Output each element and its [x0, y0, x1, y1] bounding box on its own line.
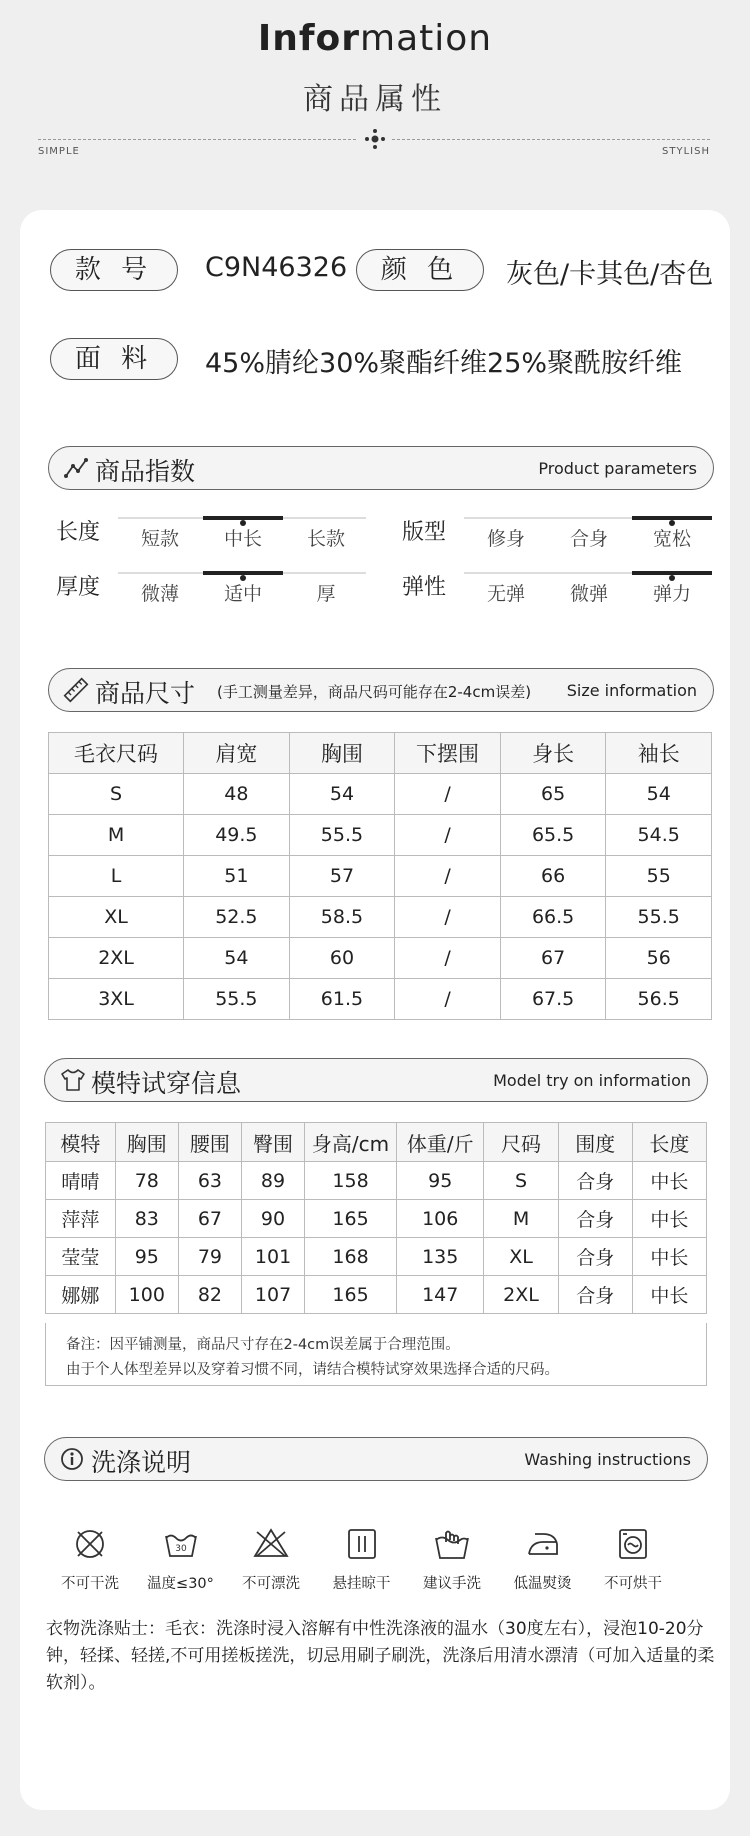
divider-line: [392, 139, 710, 140]
page-title-cn: 商品属性: [303, 82, 447, 117]
index-option: 适中: [223, 583, 262, 605]
wash-label: 不可漂洗: [242, 1576, 300, 1592]
wash-label: 低温熨烫: [513, 1576, 572, 1592]
table-header-cell: 胸围: [289, 733, 395, 774]
page-title-en: Information: [257, 18, 493, 59]
table-cell: 60: [289, 938, 395, 979]
wash-label: 不可干洗: [61, 1576, 119, 1592]
trend-line-icon: [63, 455, 89, 481]
wash-label: 不可烘干: [604, 1576, 662, 1592]
section-title: 洗涤说明: [91, 1448, 192, 1477]
table-cell: 135: [396, 1238, 483, 1276]
table-header-cell: 肩宽: [184, 733, 290, 774]
table-row: [49, 774, 712, 815]
no-bleach-icon: [251, 1524, 291, 1564]
index-option: 微薄: [140, 583, 179, 605]
index-selected-dot: [240, 520, 246, 526]
wash-label: 悬挂晾干: [332, 1576, 391, 1592]
table-cell: 55.5: [606, 897, 712, 938]
wash-item: [498, 1524, 588, 1593]
tshirt-icon: [59, 1067, 87, 1093]
table-cell: 168: [305, 1238, 397, 1276]
table-cell: 48: [184, 774, 290, 815]
section-header-model: [44, 1058, 708, 1102]
index-option: 宽松: [652, 528, 691, 550]
color-value: 灰色/卡其色/杏色: [506, 259, 714, 290]
wash-item: [45, 1524, 135, 1593]
index-option: 合身: [569, 528, 608, 550]
table-cell: 2XL: [49, 938, 184, 979]
section-subtitle: Size information: [566, 681, 697, 700]
section-note: (手工测量差异，商品尺码可能存在2-4cm误差): [217, 683, 532, 701]
table-cell: 78: [115, 1162, 178, 1200]
table-row: [49, 979, 712, 1020]
table-cell: /: [395, 856, 501, 897]
index-option: 厚: [316, 583, 336, 605]
wash-item: [136, 1524, 226, 1593]
table-header-cell: 长度: [632, 1123, 706, 1162]
table-cell: XL: [484, 1238, 558, 1276]
index-option: 中长: [223, 528, 262, 550]
table-cell: 中长: [632, 1238, 706, 1276]
table-header-cell: 身长: [500, 733, 606, 774]
index-selected-dot: [669, 520, 675, 526]
index-label: 版型: [402, 520, 447, 545]
table-row: [46, 1238, 707, 1276]
section-subtitle: Model try on information: [493, 1071, 691, 1090]
wash-tips: 衣物洗涤贴士：毛衣：洗涤时浸入溶解有中性洗涤液的温水（30度左右），浸泡10-20分钟，轻揉、轻搓,不可用搓板搓洗，切忌用刷子刷洗，洗涤后用清水漂清（可加入适量的柔软剂）。: [46, 1619, 715, 1693]
hand-wash-icon: [432, 1524, 472, 1564]
table-cell: 66.5: [500, 897, 606, 938]
style-no-label: 款 号: [50, 249, 178, 291]
table-cell: 晴晴: [46, 1162, 116, 1200]
table-row: [46, 1200, 707, 1238]
table-row: [49, 897, 712, 938]
color-label: 颜 色: [356, 249, 484, 291]
table-cell: 95: [115, 1238, 178, 1276]
table-row: [49, 856, 712, 897]
table-row: [49, 815, 712, 856]
label-stylish: STYLISH: [662, 146, 710, 157]
index-option: 弹力: [652, 583, 691, 605]
table-cell: 165: [305, 1276, 397, 1314]
model-table: [45, 1122, 707, 1314]
hang-dry-icon: [342, 1524, 382, 1564]
table-cell: 合身: [558, 1162, 632, 1200]
label-simple: SIMPLE: [38, 146, 80, 157]
note-line: 备注：因平铺测量，商品尺寸存在2-4cm误差属于合理范围。: [66, 1337, 460, 1353]
no-tumble-dry-icon: [613, 1524, 653, 1564]
table-cell: 54: [289, 774, 395, 815]
table-cell: 54: [606, 774, 712, 815]
table-cell: 82: [178, 1276, 241, 1314]
index-option: 修身: [486, 528, 525, 550]
fabric-value: 45%腈纶30%聚酯纤维25%聚酰胺纤维: [205, 348, 683, 379]
table-header-cell: 体重/斤: [396, 1123, 483, 1162]
info-icon: [59, 1446, 85, 1472]
table-cell: /: [395, 815, 501, 856]
table-header-cell: 袖长: [606, 733, 712, 774]
table-cell: 49.5: [184, 815, 290, 856]
table-cell: 52.5: [184, 897, 290, 938]
table-cell: 54: [184, 938, 290, 979]
table-header-row: [46, 1123, 707, 1162]
table-header-cell: 模特: [46, 1123, 116, 1162]
model-note: [45, 1323, 707, 1386]
table-cell: 莹莹: [46, 1238, 116, 1276]
section-header-parameters: [48, 446, 714, 490]
table-cell: 67: [178, 1200, 241, 1238]
ruler-icon: [63, 677, 89, 703]
table-header-row: [49, 733, 712, 774]
table-cell: 106: [396, 1200, 483, 1238]
size-table: [48, 732, 712, 1020]
divider-line: [38, 139, 356, 140]
table-cell: 63: [178, 1162, 241, 1200]
table-cell: 娜娜: [46, 1276, 116, 1314]
table-cell: 合身: [558, 1200, 632, 1238]
table-header-cell: 毛衣尺码: [49, 733, 184, 774]
table-row: [46, 1162, 707, 1200]
table-header-cell: 下摆围: [395, 733, 501, 774]
index-label: 弹性: [402, 575, 447, 600]
wash-label: 温度≤30°: [147, 1576, 214, 1592]
table-cell: 158: [305, 1162, 397, 1200]
table-cell: L: [49, 856, 184, 897]
table-cell: 101: [241, 1238, 304, 1276]
table-cell: 55.5: [289, 815, 395, 856]
style-no-value: C9N46326: [205, 252, 348, 283]
wash-item: [407, 1524, 497, 1593]
note-line: 由于个人体型差异以及穿着习惯不同，请结合模特试穿效果选择合适的尺码。: [66, 1362, 559, 1378]
table-cell: 3XL: [49, 979, 184, 1020]
section-header-washing: [44, 1437, 708, 1481]
table-cell: 67: [500, 938, 606, 979]
table-cell: 合身: [558, 1276, 632, 1314]
table-cell: S: [484, 1162, 558, 1200]
table-cell: 54.5: [606, 815, 712, 856]
table-cell: 61.5: [289, 979, 395, 1020]
table-cell: 51: [184, 856, 290, 897]
no-dry-clean-icon: [70, 1524, 110, 1564]
table-cell: 萍萍: [46, 1200, 116, 1238]
section-header-size: [48, 668, 714, 712]
table-header-cell: 臀围: [241, 1123, 304, 1162]
wash-label: 建议手洗: [423, 1576, 481, 1592]
table-header-cell: 围度: [558, 1123, 632, 1162]
section-subtitle: Product parameters: [538, 459, 697, 478]
table-cell: /: [395, 938, 501, 979]
table-cell: 58.5: [289, 897, 395, 938]
table-cell: 中长: [632, 1162, 706, 1200]
table-cell: 55: [606, 856, 712, 897]
table-cell: /: [395, 979, 501, 1020]
table-cell: 100: [115, 1276, 178, 1314]
table-cell: 57: [289, 856, 395, 897]
table-row: [46, 1276, 707, 1314]
table-cell: 89: [241, 1162, 304, 1200]
cross-ornament-icon: [364, 128, 386, 150]
section-title: 商品尺寸: [95, 679, 196, 708]
table-cell: 中长: [632, 1276, 706, 1314]
fabric-label: 面 料: [50, 338, 178, 380]
table-cell: 95: [396, 1162, 483, 1200]
index-selected-dot: [240, 575, 246, 581]
index-option: 短款: [140, 528, 179, 550]
table-cell: 56.5: [606, 979, 712, 1020]
table-cell: 65.5: [500, 815, 606, 856]
table-header-cell: 腰围: [178, 1123, 241, 1162]
table-header-cell: 尺码: [484, 1123, 558, 1162]
section-title: 商品指数: [95, 457, 196, 486]
section-subtitle: Washing instructions: [524, 1450, 691, 1469]
index-option: 微弹: [569, 583, 608, 605]
table-cell: S: [49, 774, 184, 815]
index-label: 厚度: [56, 575, 101, 600]
wash-item: [226, 1524, 316, 1593]
wash-temp: 30: [174, 1544, 187, 1554]
table-cell: 2XL: [484, 1276, 558, 1314]
wash-30-icon: [161, 1524, 201, 1564]
table-cell: 83: [115, 1200, 178, 1238]
index-option: 无弹: [486, 583, 525, 605]
table-cell: 90: [241, 1200, 304, 1238]
table-cell: 66: [500, 856, 606, 897]
index-option: 长款: [306, 528, 345, 550]
table-cell: 56: [606, 938, 712, 979]
wash-item: [317, 1524, 407, 1593]
index-label: 长度: [56, 520, 101, 545]
table-header-cell: 身高/cm: [305, 1123, 397, 1162]
table-cell: /: [395, 897, 501, 938]
wash-item: [588, 1524, 678, 1593]
table-cell: 中长: [632, 1200, 706, 1238]
table-cell: 55.5: [184, 979, 290, 1020]
table-cell: 65: [500, 774, 606, 815]
table-cell: XL: [49, 897, 184, 938]
table-cell: M: [484, 1200, 558, 1238]
table-cell: 79: [178, 1238, 241, 1276]
table-cell: /: [395, 774, 501, 815]
table-cell: 67.5: [500, 979, 606, 1020]
table-header-cell: 胸围: [115, 1123, 178, 1162]
table-cell: 107: [241, 1276, 304, 1314]
low-iron-icon: [523, 1524, 563, 1564]
table-cell: 合身: [558, 1238, 632, 1276]
index-selected-dot: [669, 575, 675, 581]
table-cell: 147: [396, 1276, 483, 1314]
table-cell: 165: [305, 1200, 397, 1238]
section-title: 模特试穿信息: [91, 1069, 242, 1098]
table-cell: M: [49, 815, 184, 856]
table-row: [49, 938, 712, 979]
